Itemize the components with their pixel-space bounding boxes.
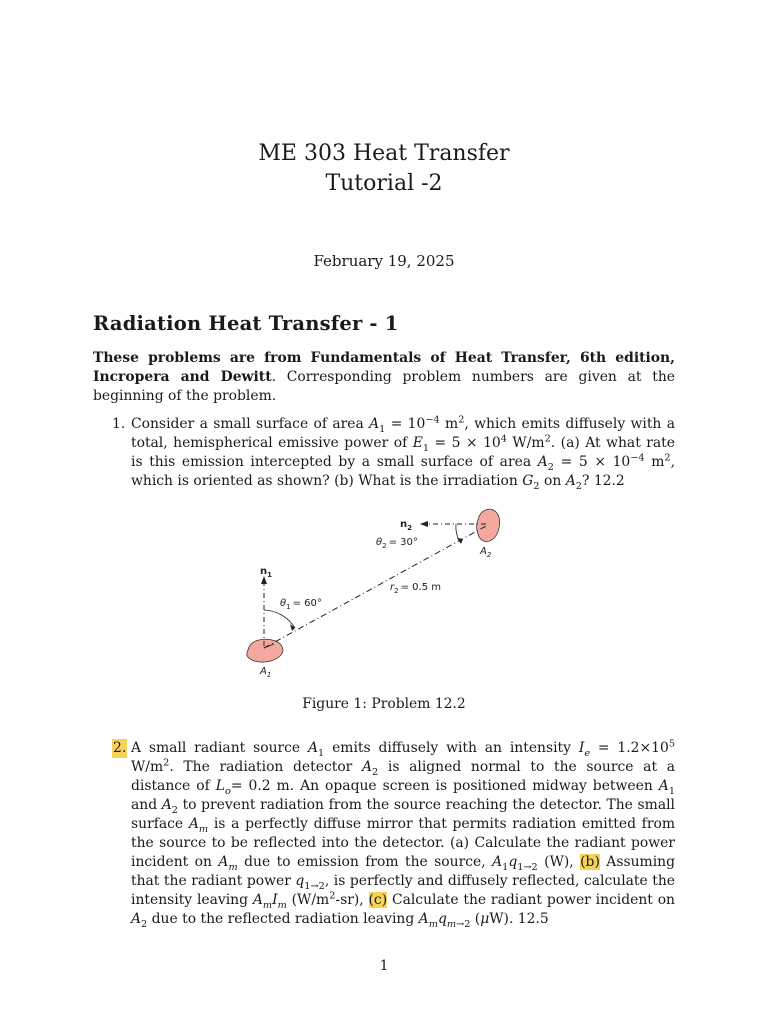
problem-2-number: 2. [113, 740, 127, 756]
figure-caption: Figure 1: Problem 12.2 [302, 696, 466, 712]
label-a1: $A_1$ [260, 666, 272, 679]
intro-bold-text: These problems are from Fundamentals of Heat Transfer, 6th edition, Incropera and Dewitt [93, 350, 675, 385]
problem-1-text: Consider a small surface of area $A_1 = 10^{-4}$ $m^2$, which emits diffusely with a total, hemispherical emissive power of $E_1 = 5 \times 10^4$ $W/m^2$. (a) At what rate is this emission intercepted by a small surface of area $A_2 = 5 \times 10^{-4}$ $m^2$, which is oriented as shown? (b) What is the irradiation $G_2$ on $A_2$? 12.2 [131, 414, 675, 492]
section-heading: Radiation Heat Transfer - 1 [93, 312, 399, 335]
problem-1-reference: 12.2 [593, 473, 625, 489]
document-title-line-1: ME 303 Heat Transfer [258, 141, 510, 166]
intro-paragraph [93, 349, 675, 406]
surface-a1-shape [247, 639, 283, 662]
problem-2-reference: 12.5 [517, 911, 549, 927]
label-n1: $n_1$ [260, 566, 272, 579]
problem-2-text: A small radiant source $A_1$ emits diffusely with an intensity $I_e = 1.2\times 10^5$ $W/m^2$. The radiation detector $A_2$ is aligned normal to the source at a distance of $L_o= 0.2$ m. An opaque screen is positioned midway between $A_1$ and $A_2$ to prevent radiation from the source reaching the detector. The small surface $A_m$ is a perfectly diffuse mirror that permits radiation emitted from the source to be reflected into the detector. (a) Calculate the radiant power incident on $A_m$ due to emission from the source, $A_1q_{1\to 2}$ (W), (b) Assuming that the radiant power $q_{1\to 2}$, is perfectly and diffusely reflected, calculate the intensity leaving $A_mI_m$ $(W/m^2-sr)$, (c) Calculate the radiant power incident on $A_2$ due to the reflected radiation leaving $A_mq_{m\to 2}$ (μW). 12.5 [131, 738, 676, 930]
theta1-arc [264, 610, 295, 628]
radiation-geometry-figure [240, 500, 520, 682]
highlight-c: (c) [368, 892, 388, 908]
highlight-b: (b) [580, 854, 600, 870]
problem-1-number: 1. [112, 416, 126, 432]
n1-arrowhead [261, 576, 267, 584]
document-title-line-2: Tutorial -2 [325, 171, 443, 196]
label-theta1: $\theta_1 = 60^\circ$ [280, 598, 322, 611]
label-a2: $A_2$ [480, 546, 492, 559]
surface-a2-shape [477, 509, 500, 541]
intro-rest-text: . Corresponding problem numbers are given at the beginning of the problem. [93, 369, 675, 404]
n2-arrowhead [420, 521, 428, 527]
document-date: February 19, 2025 [313, 252, 455, 270]
label-n2: $n_2$ [400, 519, 412, 532]
page-number: 1 [379, 958, 389, 974]
label-r2: $r_2 = 0.5$ m [390, 582, 441, 595]
r2-line [264, 526, 486, 648]
label-theta2: $\theta_2 = 30^\circ$ [376, 537, 418, 550]
